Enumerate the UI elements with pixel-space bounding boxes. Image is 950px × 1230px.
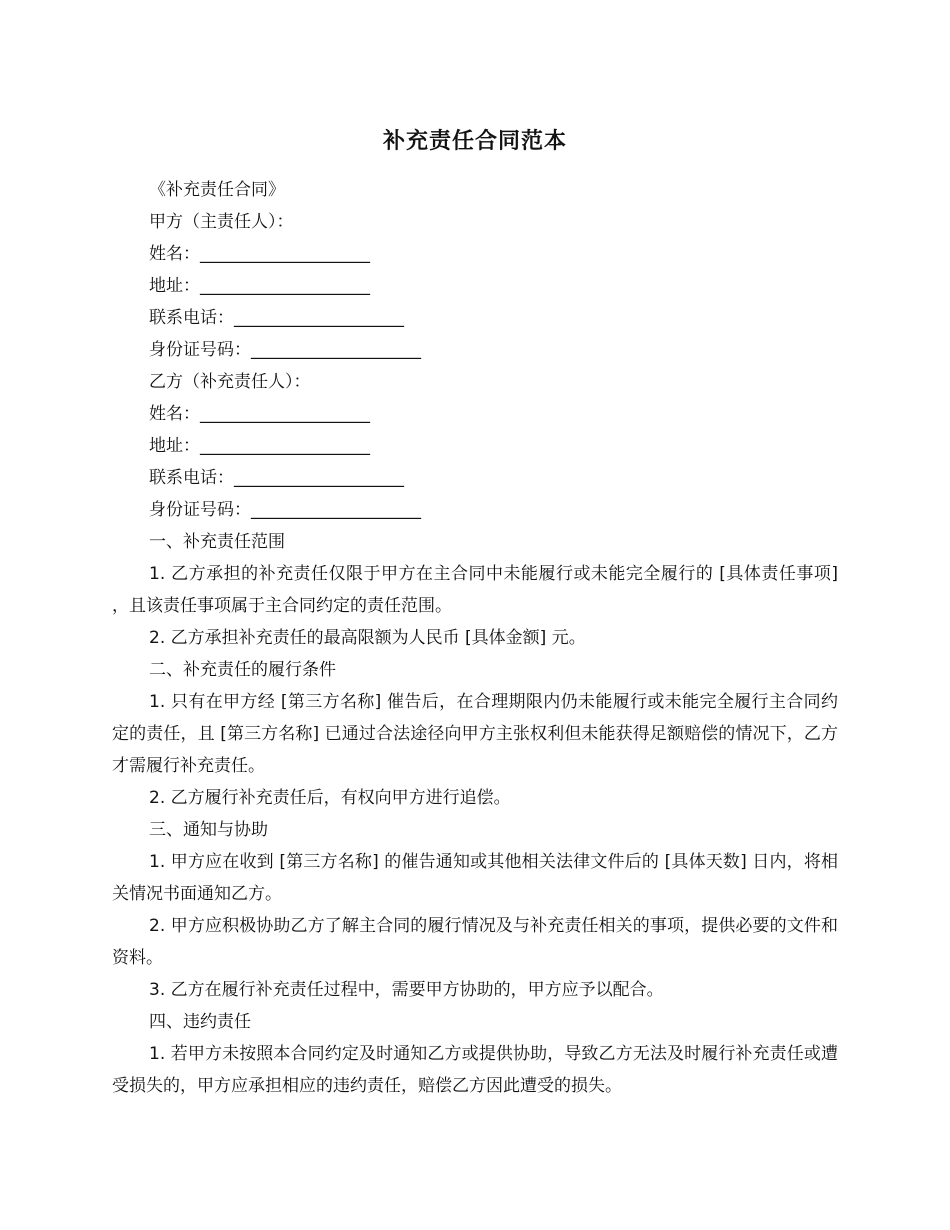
clause: 1. 只有在甲方经 [第三方名称] 催告后，在合理期限内仍未能履行或未能完全履行主合同约定的责任，且 [第三方名称] 已通过合法途径向甲方主张权利但未能获得足额赔偿的情况下，乙方才需履行补充责任。 xyxy=(112,692,838,776)
document-body xyxy=(112,174,838,1102)
clause: 2. 乙方履行补充责任后，有权向甲方进行追偿。 xyxy=(149,788,511,808)
field-label: 姓名： xyxy=(149,404,200,424)
party-a-address-field xyxy=(112,270,838,302)
section-heading: 二、补充责任的履行条件 xyxy=(149,660,336,680)
party-b-id-field xyxy=(112,494,838,526)
clause: 2. 甲方应积极协助乙方了解主合同的履行情况及与补充责任相关的事项，提供必要的文件和资料。 xyxy=(112,916,838,968)
blank-line: ____________________ xyxy=(200,436,370,456)
party-b-address-field xyxy=(112,430,838,462)
section-heading: 一、补充责任范围 xyxy=(149,532,285,552)
clause: 2. 乙方承担补充责任的最高限额为人民币 [具体金额] 元。 xyxy=(149,628,586,648)
clause: 1. 若甲方未按照本合同约定及时通知乙方或提供协助，导致乙方无法及时履行补充责任或遭受损失的，甲方应承担相应的违约责任，赔偿乙方因此遭受的损失。 xyxy=(112,1044,838,1096)
party-a-id-field xyxy=(112,334,838,366)
contract-name: 《补充责任合同》 xyxy=(149,180,285,200)
clause: 1. 乙方承担的补充责任仅限于甲方在主合同中未能履行或未能完全履行的 [具体责任事项] ，且该责任事项属于主合同约定的责任范围。 xyxy=(112,564,838,616)
field-label: 联系电话： xyxy=(149,308,234,328)
document-title: 补充责任合同范本 xyxy=(382,129,567,154)
blank-line: ____________________ xyxy=(200,276,370,296)
field-label: 地址： xyxy=(149,276,200,296)
blank-line: ____________________ xyxy=(234,308,404,328)
field-label: 身份证号码： xyxy=(149,340,251,360)
blank-line: ____________________ xyxy=(200,244,370,264)
clause: 1. 甲方应在收到 [第三方名称] 的催告通知或其他相关法律文件后的 [具体天数] 日内，将相关情况书面通知乙方。 xyxy=(112,852,838,904)
section-heading: 四、违约责任 xyxy=(149,1012,251,1032)
section-heading: 三、通知与协助 xyxy=(149,820,268,840)
party-a-heading: 甲方（主责任人）： xyxy=(149,212,294,232)
field-label: 身份证号码： xyxy=(149,500,251,520)
blank-line: ____________________ xyxy=(234,468,404,488)
party-a-name-field xyxy=(112,238,838,270)
blank-line: ____________________ xyxy=(200,404,370,424)
party-b-heading: 乙方（补充责任人）： xyxy=(149,372,311,392)
clause: 3. 乙方在履行补充责任过程中，需要甲方协助的，甲方应予以配合。 xyxy=(149,980,664,1000)
field-label: 联系电话： xyxy=(149,468,234,488)
party-b-name-field xyxy=(112,398,838,430)
blank-line: ____________________ xyxy=(251,500,421,520)
party-a-phone-field xyxy=(112,302,838,334)
field-label: 地址： xyxy=(149,436,200,456)
party-b-phone-field xyxy=(112,462,838,494)
blank-line: ____________________ xyxy=(251,340,421,360)
field-label: 姓名： xyxy=(149,244,200,264)
